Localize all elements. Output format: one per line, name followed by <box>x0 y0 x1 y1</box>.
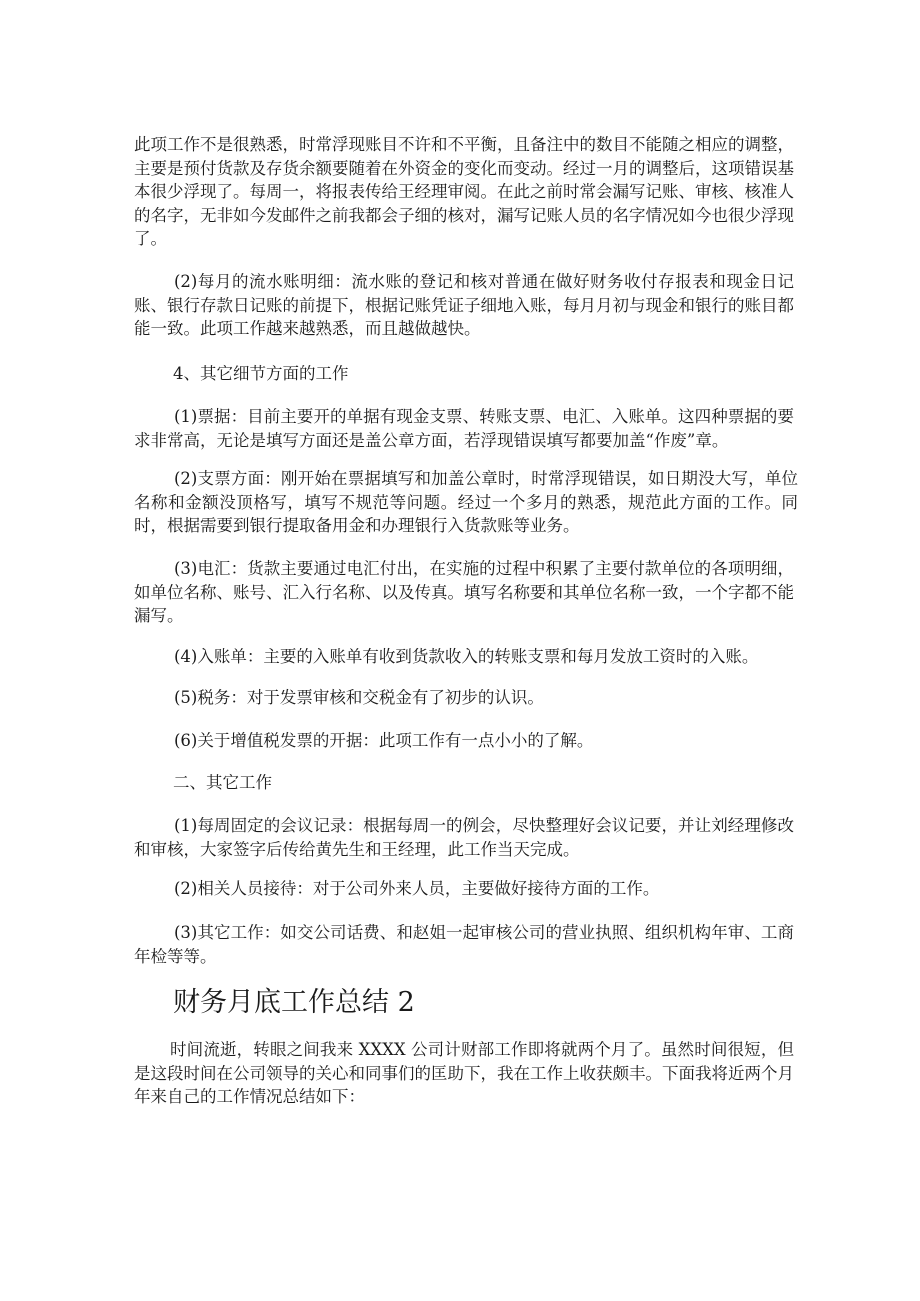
other-item-meeting-minutes: (1)每周固定的会议记录：根据每周一的例会，尽快整理好会议记要，并让刘经理修改和审核，大家签字后传给黄先生和王经理，此工作当天完成。 <box>134 816 794 859</box>
other-item-misc: (3)其它工作：如交公司话费、和赵姐一起审核公司的营业执照、组织机构年审、工商年检等等。 <box>134 923 794 966</box>
detail-item-tax: (5)税务：对于发票审核和交税金有了初步的认识。 <box>174 688 544 707</box>
detail-item-wire-transfer: (3)电汇：货款主要通过电汇付出，在实施的过程中积累了主要付款单位的各项明细，如单位名称、账号、汇入行名称、以及传真。填写名称要和其单位名称一致，一个字都不能漏写。 <box>134 559 794 625</box>
detail-item-vat-invoice: (6)关于增值税发票的开据：此项工作有一点小小的了解。 <box>174 731 594 750</box>
other-item-reception: (2)相关人员接待：对于公司外来人员，主要做好接待方面的工作。 <box>174 879 660 898</box>
detail-item-bills: (1)票据：目前主要开的单据有现金支票、转账支票、电汇、入账单。这四种票据的要求非常高，无论是填写方面还是盖公章方面，若浮现错误填写都要加盖“作废”章。 <box>134 407 794 450</box>
section-4-heading: 4、其它细节方面的工作 <box>173 364 349 383</box>
detail-item-cheques: (2)支票方面：刚开始在票据填写和加盖公章时，时常浮现错误，如日期没大写，单位名称和金额没顶格写，填写不规范等问题。经过一个多月的熟悉，规范此方面的工作。同时，根据需要到银行提取备用金和办理银行入货款账等业务。 <box>134 469 798 535</box>
section-title-2: 财务月底工作总结 2 <box>173 987 415 1018</box>
intro-paragraph-2: 时间流逝，转眼之间我来 XXXX 公司计财部工作即将就两个月了。虽然时间很短，但是这段时间在公司领导的关心和同事们的匡助下，我在工作上收获颇丰。下面我将近两个月年来自己的工作情况总结如下： <box>134 1040 794 1106</box>
section-other-heading: 二、其它工作 <box>173 773 272 792</box>
continuation-paragraph: 此项工作不是很熟悉，时常浮现账目不许和不平衡，且备注中的数目不能随之相应的调整，主要是预付货款及存货余额要随着在外资金的变化而变动。经过一月的调整后，这项错误基本很少浮现了。每周一，将报表传给王经理审阅。在此之前时常会漏写记账、审核、核准人的名字，无非如今发邮件之前我都会子细的核对，漏写记账人员的名字情况如今也很少浮现了。 <box>134 135 794 248</box>
ledger-paragraph: (2)每月的流水账明细：流水账的登记和核对普通在做好财务收付存报表和现金日记账、银行存款日记账的前提下，根据记账凭证子细地入账，每月月初与现金和银行的账目都能一致。此项工作越来越熟悉，而且越做越快。 <box>134 272 794 338</box>
detail-item-deposit-slip: (4)入账单：主要的入账单有收到货款收入的转账支票和每月发放工资时的入账。 <box>174 647 759 666</box>
